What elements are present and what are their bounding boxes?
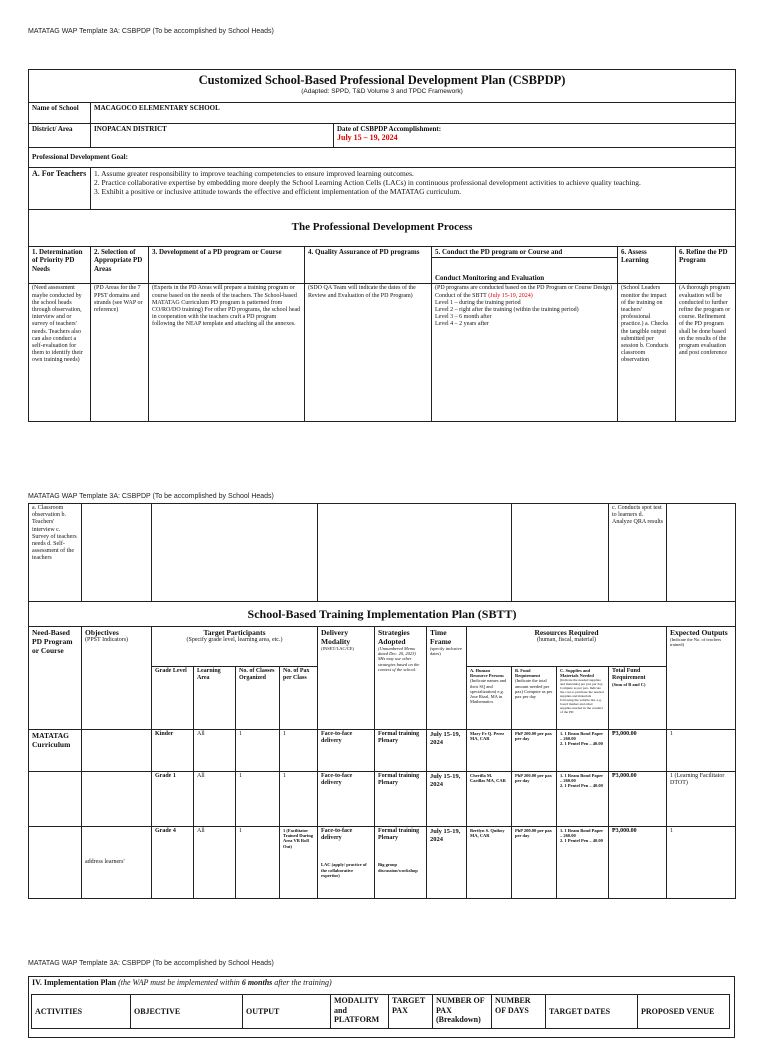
area-cell: All [194, 827, 236, 899]
grade-cell: Grade 4 [152, 827, 194, 899]
col-needs-header: 1. Determination of Priority PD Needs [29, 247, 91, 284]
objective-header: OBJECTIVE [131, 995, 243, 1029]
continued-empty-cell [82, 504, 152, 602]
conduct-sbtt-dates: (July 15-19, 2024) [488, 292, 533, 299]
program-cell [29, 827, 82, 899]
continued-empty-cell [667, 504, 736, 602]
date-value: July 15 – 19, 2024 [337, 133, 398, 143]
number-of-pax-header: NUMBER OF PAX (Breakdown) [433, 995, 492, 1029]
col-monitoring-subheader: Conduct Monitoring and Evaluation [432, 258, 618, 284]
fund-title: B. Fund Requirement [515, 668, 541, 679]
target-dates-header: TARGET DATES [546, 995, 638, 1029]
output-cell: 1 [667, 730, 736, 772]
strategies-sub: (Unnumbered Memo dated Dec. 20, 2023) SHs may use other strategies based on the context of the school. [378, 646, 420, 672]
expected-title: Expected Outputs [670, 628, 728, 637]
total-fund-header [609, 667, 667, 730]
goal-label: Professional Development Goal: [29, 148, 736, 168]
time-title: Time Frame [430, 628, 452, 646]
delivery-primary: Face-to-face delivery [321, 828, 353, 842]
development-cell: (Experts in the PD Areas will prepare a training program or course based on the needs of the teachers. The School-based MATATAG Curriculum PD program is patterned from CO/RO/DO training) For other PD programs, the school head in cooperation with the teachers craft a PD program following the NEAP template and attaching all the annexes. [149, 284, 305, 422]
area-cell: All [194, 730, 236, 772]
delivery-sub: (INSET/LAC/CE) [321, 646, 354, 651]
refine-cell: (A thorough program evaluation will be conducted to further refine the program or course. Refinement of the PD program shall be done based on the results of the program evaluation and post conference [676, 284, 736, 422]
number-of-days-header: NUMBER OF DAYS [492, 995, 546, 1029]
title-cell [29, 70, 736, 103]
goal-3: 3. Exhibit a positive or inclusive attitude towards the effective and efficient implementation of the MATATAG curriculum. [94, 187, 462, 196]
process-title: The Professional Development Process [29, 210, 736, 247]
heading-bold: IV. Implementation Plan [32, 978, 119, 987]
strategy-cell: Formal training Plenary [375, 730, 427, 772]
objective-cell [82, 772, 152, 827]
continued-needs-cell: a. Classroom observation b. Teachers' interview c. Survey of teachers needs d. Self-assessment of the teachers [29, 504, 82, 602]
csbpdp-table [28, 69, 736, 422]
time-cell: July 15-19, 2024 [427, 772, 467, 827]
classes-cell: 1 [236, 772, 280, 827]
col-refine-header: 6. Refine the PD Program [676, 247, 736, 284]
date-label: Date of CSBPDP Accomplishment: [337, 125, 442, 133]
pax-cell: 1 (Facilitator Trained During Area VB Roll Out) [280, 827, 318, 899]
goal-2: 2. Practice collaborative expertise by embedding more deeply the School Learning Action Cells (LACs) in continuous professional development activities to achieve quality teaching. [94, 178, 641, 187]
total-cell: ₱3,000.00 [609, 772, 667, 827]
continued-assess-cell: c. Conducts spot test to learners d. Analyze QRA results [609, 504, 667, 602]
time-sub: (specify inclusive dates) [430, 646, 462, 657]
objectives-header [82, 627, 152, 730]
strategy-cell: Formal training Plenary [375, 772, 427, 827]
delivery-cell [318, 827, 375, 899]
total-cell: ₱3,000.00 [609, 827, 667, 899]
resources-title: Resources Required [534, 628, 599, 637]
fund-header [512, 667, 557, 730]
strategy-secondary: Big group discussion/workshop [378, 862, 418, 873]
classes-cell: 1 [236, 730, 280, 772]
time-header [427, 627, 467, 730]
level-1: Level 1 – during the training period [435, 299, 521, 306]
learning-area-header: Learning Area [194, 667, 236, 730]
pax-header: No. of Pax per Class [280, 667, 318, 730]
fund-cell: PhP 200.00 per pax per day [512, 730, 557, 772]
objectives-sub: (PPST Indicators) [85, 637, 129, 643]
conduct-line-2 [435, 293, 614, 300]
area-cell: All [194, 772, 236, 827]
supplies-cell: 1. 1 Ream Bond Paper – 260.00 2. 1 Pentel Pen – 40.00 [557, 772, 609, 827]
date-cell [334, 124, 736, 148]
strategies-header [375, 627, 427, 730]
fund-sub: (Indicate the total amount needed per pax) Compute as per pax per day [515, 678, 553, 699]
conduct-line-1: (PD programs are conducted based on the PD Program or Course Design) [435, 285, 613, 292]
target-title: Target Participants [203, 628, 266, 637]
classes-header: No. of Classes Organized [236, 667, 280, 730]
objectives-title: Objectives [85, 628, 119, 637]
level-2: Level 2 – right after the training (within the training period) [435, 306, 579, 313]
total-fund-sub: (Sum of B and C) [612, 682, 646, 688]
modality-header: MODALITY and PLATFORM [331, 995, 389, 1029]
strategies-title: Strategies Adopted [378, 628, 410, 646]
need-based-header: Need-Based PD Program or Course [29, 627, 82, 730]
district-name: INOPACAN DISTRICT [91, 124, 334, 148]
resource-person-cell: Cherilla M. Carillas MA, CAR [467, 772, 512, 827]
human-resource-title: A. Human Resource Persons [470, 668, 504, 679]
goals-cell [91, 168, 736, 210]
conduct-cell [432, 284, 618, 422]
venue-header: PROPOSED VENUE [638, 995, 730, 1029]
page-header: MATATAG WAP Template 3A: CSBPDP (To be accomplished by School Heads) [28, 28, 274, 35]
page-header: MATATAG WAP Template 3A: CSBPDP (To be accomplished by School Heads) [28, 960, 274, 967]
pax-cell: 1 [280, 730, 318, 772]
document-subtitle: (Adapted: SPPD, T&D Volume 3 and TPDC Framework) [301, 88, 463, 95]
activities-header: ACTIVITIES [32, 995, 131, 1029]
delivery-cell: Face-to-face delivery [318, 772, 375, 827]
district-label: District/ Area [29, 124, 91, 148]
col-qa-header: 4. Quality Assurance of PD programs [305, 247, 432, 284]
implementation-plan-heading [29, 977, 734, 988]
supplies-sub: (Indicate the needed supplies and materials) per pax per day. Compute as per pax, Indicate the cost to purchase the needed supplies and materials following the vehicle list, e.g. board marker and other supplies needed in the conduct of the PD [560, 678, 604, 715]
continued-empty-cell [152, 504, 318, 602]
continued-empty-cell [512, 504, 609, 602]
delivery-cell: Face-to-face delivery [318, 730, 375, 772]
objective-cell [82, 730, 152, 772]
heading-italic-a: (the WAP must be implemented within [118, 978, 242, 987]
objective-cell: address learners' [82, 827, 152, 899]
expected-header [667, 627, 736, 730]
human-resource-header [467, 667, 512, 730]
school-label: Name of School [29, 103, 91, 124]
level-4: Level 4 – 2 years after [435, 321, 489, 328]
time-cell: July 15-19, 2024 [427, 730, 467, 772]
col-areas-header: 2. Selection of Appropriate PD Areas [91, 247, 149, 284]
page-header: MATATAG WAP Template 3A: CSBPDP (To be accomplished by School Heads) [28, 493, 274, 500]
program-cell: MATATAG Curriculum [29, 730, 82, 772]
supplies-cell: 1. 1 Ream Bond Paper – 260.00 2. 1 Pentel Pen – 40.00 [557, 827, 609, 899]
sbtt-title: School-Based Training Implementation Plan (SBTT) [29, 602, 736, 627]
supplies-header [557, 667, 609, 730]
supplies-title: C. Supplies and Materials Needed [560, 668, 594, 679]
target-header [152, 627, 318, 667]
grade-cell: Grade 1 [152, 772, 194, 827]
needs-cell: (Need assessment maybe conducted by the school heads through observation, interview and or survey of teachers' needs. Teachers also can also conduct a self-evaluation for them to identify their own training needs) [29, 284, 91, 422]
delivery-header [318, 627, 375, 730]
pax-cell: 1 [280, 772, 318, 827]
output-cell: 1 (Learning Facilitator DTOT) [667, 772, 736, 827]
target-sub: (Specify grade level, learning area, etc.) [186, 637, 283, 643]
delivery-secondary: LAC (apply/ practice of the collaborative expertise) [321, 862, 367, 878]
strategy-primary: Formal training Plenary [378, 828, 420, 842]
fund-cell: PhP 200.00 per pax per day [512, 827, 557, 899]
col-development-header: 3. Development of a PD program or Course [149, 247, 305, 284]
document-title: Customized School-Based Professional Development Plan (CSBPDP) [198, 73, 566, 87]
for-teachers-label: A. For Teachers [29, 168, 91, 210]
col-assess-header: 6. Assess Learning [618, 247, 676, 284]
school-name: MACAGOCO ELEMENTARY SCHOOL [91, 103, 736, 124]
grade-level-header: Grade Level [152, 667, 194, 730]
assess-cell: (School Leaders monitor the impact of the training on teachers' professional practice.) a. Checks the tangible output submitted per session b. Conducts classroom observation [618, 284, 676, 422]
continued-empty-cell [318, 504, 512, 602]
level-3: Level 3 – 6 month after [435, 314, 492, 321]
strategy-cell [375, 827, 427, 899]
conduct-sbtt-text: Conduct of the SBTT [435, 292, 489, 299]
resource-person-cell: Bertlyn S. Quiboy MA, CAR [467, 827, 512, 899]
program-cell [29, 772, 82, 827]
total-cell: ₱3,000.00 [609, 730, 667, 772]
areas-cell: (PD Areas for the 7 PPST domains and strands (see WAP or reference) [91, 284, 149, 422]
supplies-cell: 1. 1 Ream Bond Paper – 260.00 2. 1 Pentel Pen – 40.00 [557, 730, 609, 772]
resource-person-cell: Mary Fe Q. Perez MA, CAR [467, 730, 512, 772]
resources-header [467, 627, 667, 667]
grade-cell: Kinder [152, 730, 194, 772]
heading-months: 6 months [241, 978, 273, 987]
goal-1: 1. Assume greater responsibility to improve teaching competencies to ensure improved learning outcomes. [94, 169, 414, 178]
output-header: OUTPUT [243, 995, 331, 1029]
human-resource-sub: (Indicate names and their SQ and specialization) e.g. Jose Rizal, MA in Mathematics [470, 678, 507, 705]
fund-cell: PhP 200.00 per pax per day [512, 772, 557, 827]
col-conduct-header: 5. Conduct the PD program or Course and [432, 247, 618, 258]
qa-cell: (SDO QA Team will indicate the dates of the Review and Evaluation of the PD Program) [305, 284, 432, 422]
expected-sub: (Indicate the No. of teachers trained) [670, 637, 722, 648]
target-pax-header: TARGET PAX [389, 995, 433, 1029]
output-cell: 1 [667, 827, 736, 899]
time-cell: July 15-19, 2024 [427, 827, 467, 899]
heading-italic-b: after the training) [272, 978, 332, 987]
resources-sub: (human, fiscal, material) [537, 637, 596, 643]
sbtt-table [28, 503, 736, 899]
delivery-title: Delivery Modality [321, 628, 351, 646]
total-fund-title: Total Fund Requirement [612, 668, 646, 682]
classes-cell: 1 [236, 827, 280, 899]
